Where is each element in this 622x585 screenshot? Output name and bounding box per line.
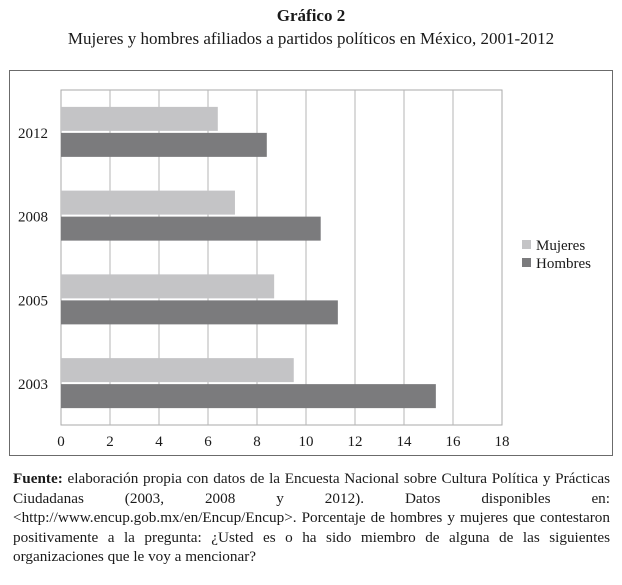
y-tick-label: 2005: [18, 293, 48, 310]
x-tick-label: 8: [253, 434, 261, 450]
y-tick-label: 2003: [18, 377, 48, 394]
bar-hombres-2005: [61, 300, 338, 324]
x-tick-label: 6: [204, 434, 212, 450]
legend-label-mujeres: Mujeres: [536, 238, 586, 254]
bar-hombres-2012: [61, 133, 267, 157]
bar-hombres-2008: [61, 217, 321, 241]
source-note: [13, 469, 610, 567]
x-tick-label: 2: [106, 434, 114, 450]
chart-title: Mujeres y hombres afiliados a partidos políticos en México, 2001-2012: [67, 29, 555, 48]
legend-swatch-hombres: [522, 258, 531, 267]
bar-mujeres-2012: [61, 107, 218, 131]
bar-mujeres-2003: [61, 358, 294, 382]
source-text: elaboración propia con datos de la Encuesta Nacional sobre Cultura Política y Prácticas Ciudadanas (2003, 2008 y 2012). Datos disponibles en: <http://www.encup.gob.mx/en/Encup/Encup>. Porcentaje de hombres y mujeres que contestaron positivamente a la pregunta: ¿Usted es o ha sido miembro de alguna de las siguientes organizaciones que le voy a mencionar?: [13, 470, 610, 565]
x-tick-label: 14: [396, 434, 412, 450]
chart-label: Gráfico 2: [276, 6, 346, 25]
y-tick-label: 2008: [18, 209, 48, 226]
source-label: Fuente:: [13, 470, 63, 487]
x-tick-label: 4: [155, 434, 163, 450]
bar-mujeres-2008: [61, 191, 235, 215]
legend-label-hombres: Hombres: [536, 256, 591, 272]
x-tick-label: 16: [445, 434, 461, 450]
x-tick-label: 18: [494, 434, 510, 450]
bar-hombres-2003: [61, 384, 436, 408]
bar-mujeres-2005: [61, 274, 274, 298]
legend-swatch-mujeres: [522, 240, 531, 249]
y-tick-label: 2012: [18, 125, 48, 142]
x-tick-label: 0: [57, 434, 65, 450]
x-tick-label: 12: [347, 434, 363, 450]
x-tick-label: 10: [298, 434, 314, 450]
